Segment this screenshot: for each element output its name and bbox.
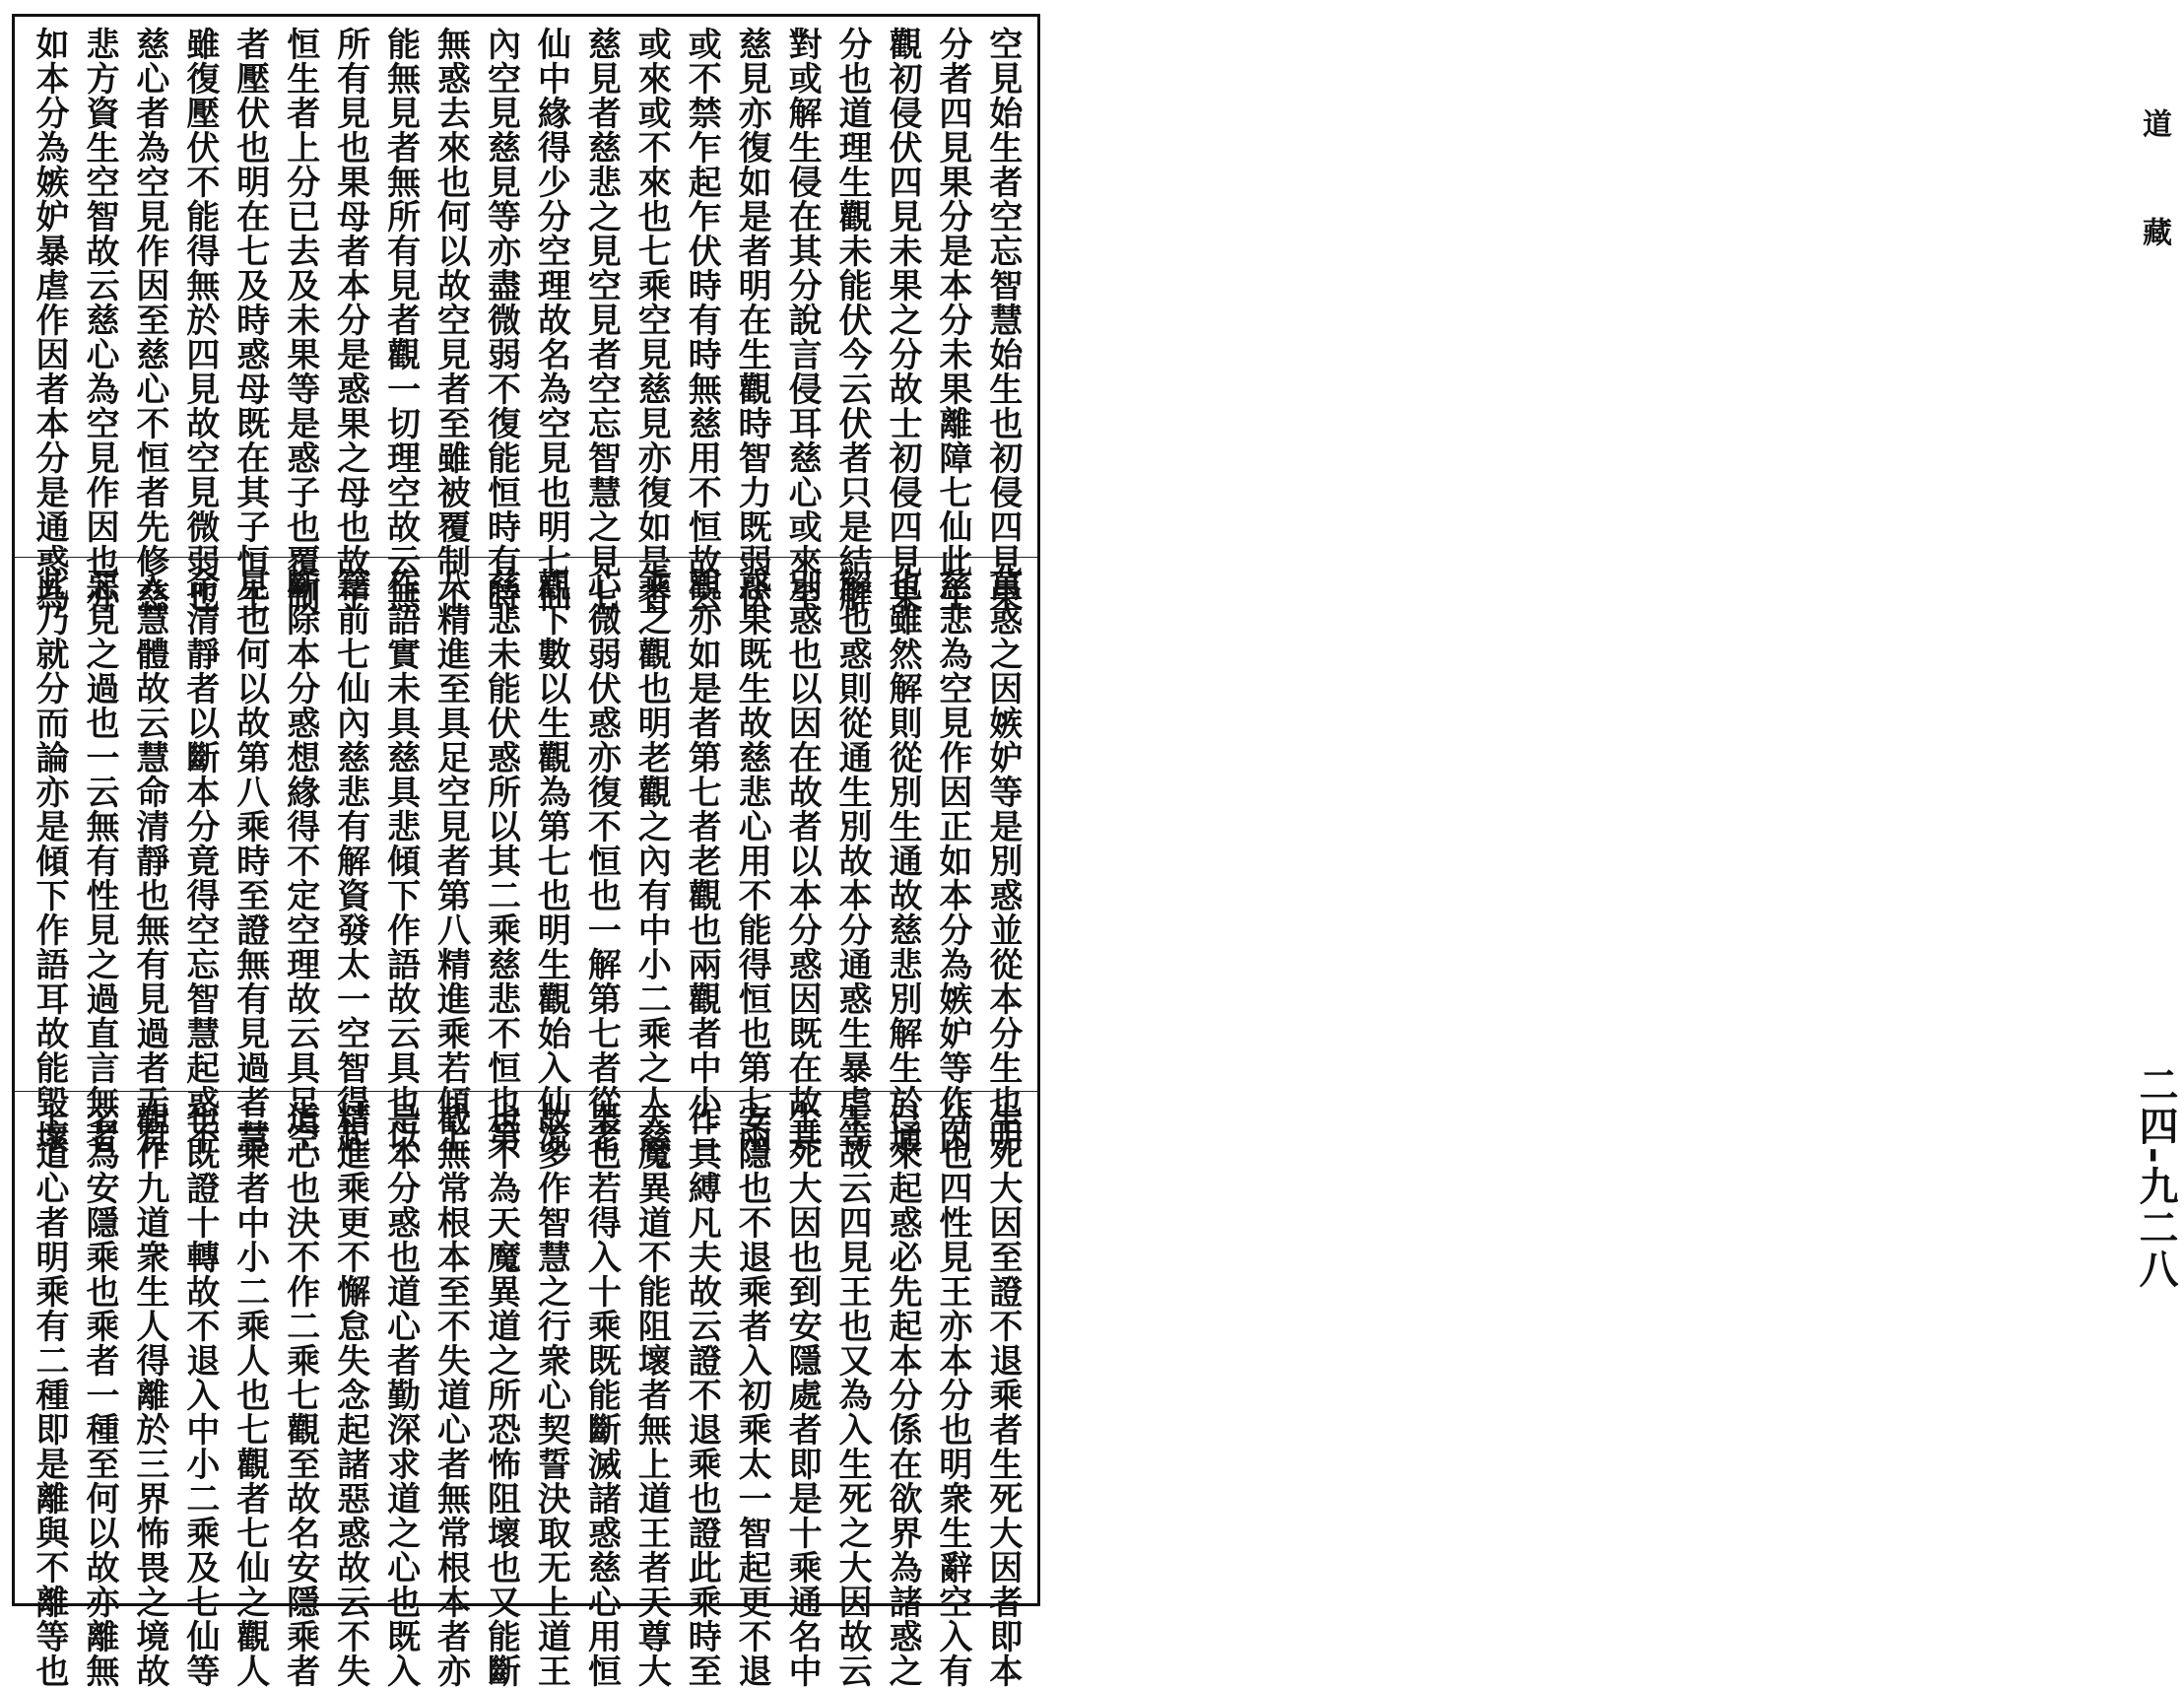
text-column: 入慧體故云慧命清靜也無有見過者无有 xyxy=(129,568,169,1154)
text-column: 已來起惑必先起本分係在欲界為諸惑之 xyxy=(882,1102,922,1688)
text-column: 或不禁乍起乍伏時有時無慈用不恒故云 xyxy=(682,27,722,613)
text-column: 別惑也以因在故者以本分惑因既在故其 xyxy=(782,568,823,1154)
text-column: 惑果既生故慈悲心用不能得恒也第七兩 xyxy=(732,568,772,1154)
text-column: 無惑去來也何以故空見者至雖被覆制不 xyxy=(430,27,471,613)
text-column: 果也若得入十乘既能斷滅諸惑慈心用恒 xyxy=(581,1102,622,1688)
text-band-lower xyxy=(15,1091,1037,1688)
text-column: 王故云四見王也又為入生死之大因故云 xyxy=(832,1102,872,1688)
text-column: 命清靜者以斷本分竟得空忘智慧起惑不 xyxy=(179,568,220,1154)
text-column: 悲方資生空智故云慈心為空見作因也亦 xyxy=(79,27,119,613)
text-column: 是本分惑也道心者勤深求道之心也既入 xyxy=(380,1102,421,1688)
text-column: 精進乘更不懈怠失念起諸惡惑故云不失 xyxy=(330,1102,370,1688)
text-column: 分也四性見王亦本分也明衆生辭空入有 xyxy=(932,1102,972,1688)
text-column: 空見始生者空忘智慧始生也初侵四見果 xyxy=(982,27,1023,613)
collection-title: 道藏 xyxy=(2137,108,2171,325)
text-band-upper xyxy=(15,17,1037,613)
text-column: 雖復壓伏不能得無於四見故空見微弱也 xyxy=(179,27,220,613)
text-column: 籍前七仙內慈悲有解資發太一空智得起 xyxy=(330,568,370,1154)
text-column: 慈見亦復如是者明在生觀時智力既弱伏 xyxy=(732,27,772,613)
text-column: 慈悲未能伏惑所以其二乘慈悲不恒也第 xyxy=(481,568,521,1154)
text-column: 乘之觀也明老觀之內有中小二乘之人慈 xyxy=(631,568,672,1154)
text-band-middle xyxy=(15,557,1037,1154)
text-column: 也不為天魔異道之所恐怖阻壞也又能斷 xyxy=(481,1102,521,1688)
text-column: 故多作智慧之行衆心契誓決取无上道王 xyxy=(531,1102,571,1688)
text-column: 二乘者中小二乘人也七觀者七仙之觀人 xyxy=(230,1102,270,1688)
text-column: 惡見之過也一云無有性見之過直言無者 xyxy=(79,568,119,1154)
text-column: 此乃就分而論亦是傾下作語耳故能毀壞 xyxy=(30,568,69,1154)
text-column: 也雖然解則從別生通故慈悲別解生於通 xyxy=(882,568,922,1154)
text-column: 對或解生侵在其分說言侵耳慈心或來至 xyxy=(782,27,823,613)
column-group xyxy=(29,568,1024,1154)
page-number: 二四-九二八 xyxy=(2133,1064,2179,1290)
text-column: 上道心者明乘有二種即是離與不離等也 xyxy=(30,1102,69,1688)
text-column: 觀初侵伏四見未果之分故士初侵四見果 xyxy=(882,27,922,613)
text-column: 觀作九道衆生人得離於三界怖畏之境故 xyxy=(129,1102,169,1688)
text-column: 或來或不來也七乘空見慈見亦復如是者 xyxy=(631,27,672,613)
text-column: 慈悲為空見作因正如本分為嫉妒等作因 xyxy=(932,568,972,1154)
text-column: 作語實未具慈具悲傾下作語故云具也以 xyxy=(380,568,421,1154)
text-column: 如本分為嫉妒暴虐作因者本分是通惑為 xyxy=(30,27,69,613)
text-column: 生死大因至證不退乘者生死大因者即本 xyxy=(982,1102,1023,1688)
text-column: 分者四見果分是本分未果離障七仙此生 xyxy=(932,27,972,613)
column-group xyxy=(29,27,1024,613)
text-column: 觀亦如是者第七者老觀也兩觀者中小二 xyxy=(682,568,722,1154)
text-column: 截無常根本至不失道心者無常根本者亦 xyxy=(430,1102,471,1688)
text-column: 觀下數以生觀為第七也明生觀始入仙流 xyxy=(531,568,571,1154)
text-column: 者壓伏也明在七及時惑母既在其子恒生 xyxy=(230,27,270,613)
column-group xyxy=(29,1102,1024,1688)
text-column: 安隱也不退乘者入初乘太一智起更不退 xyxy=(732,1102,772,1688)
text-column: 作具縛凡夫故云證不退乘也證此乘時至 xyxy=(682,1102,722,1688)
text-column: 慈心者為空見作因至慈心不恒者先修慈 xyxy=(129,27,169,613)
text-column: 天魔異道不能阻壞者無上道王者天尊大 xyxy=(631,1102,672,1688)
text-column: 生死大因也到安隱處者即是十乘通名中 xyxy=(782,1102,823,1688)
text-column: 仙中緣得少分空理故名為空見也明七仙 xyxy=(531,27,571,613)
text-column: 恒生者上分已去及未果等是惑子也覆制 xyxy=(280,27,320,613)
text-column: 能無見者無所有見者觀一切理空故云無 xyxy=(380,27,421,613)
text-column: 見也何以故第八乘時至證無有見過者慧 xyxy=(230,568,270,1154)
text-column: 慈見者慈悲之見空見者空忘智慧之見七 xyxy=(581,27,622,613)
text-column: 斷除本分惑想緣得不定空理故云具足空 xyxy=(280,568,320,1154)
text-column: 內空見慈見等亦盡微弱不復能恒時有時 xyxy=(481,27,521,613)
text-column: 心微弱伏惑亦復不恒也一解第七者從老 xyxy=(581,568,622,1154)
text-column: 萬惑之因嫉妒等是別惑並從本分生也明 xyxy=(982,568,1023,1154)
page-frame xyxy=(12,14,1040,1688)
text-column: 也既證十轉故不退入中小二乘及七仙等 xyxy=(179,1102,220,1688)
text-column: 名為安隱乘也乘者一種至何以故亦離無 xyxy=(79,1102,119,1688)
page-margin xyxy=(1048,0,2179,1624)
text-column: 分也道理生觀未能伏今云伏者只是結解 xyxy=(832,27,872,613)
text-column: 道心也決不作二乘七觀至故名安隱乘者 xyxy=(280,1102,320,1688)
text-column: 八精進至具足空見者第八精進乘若傾上 xyxy=(430,568,471,1154)
text-column: 所有見也果母者本分是惑果之母也故子 xyxy=(330,27,370,613)
text-column: 解也惑則從通生別故本分通惑生暴虐等 xyxy=(832,568,872,1154)
